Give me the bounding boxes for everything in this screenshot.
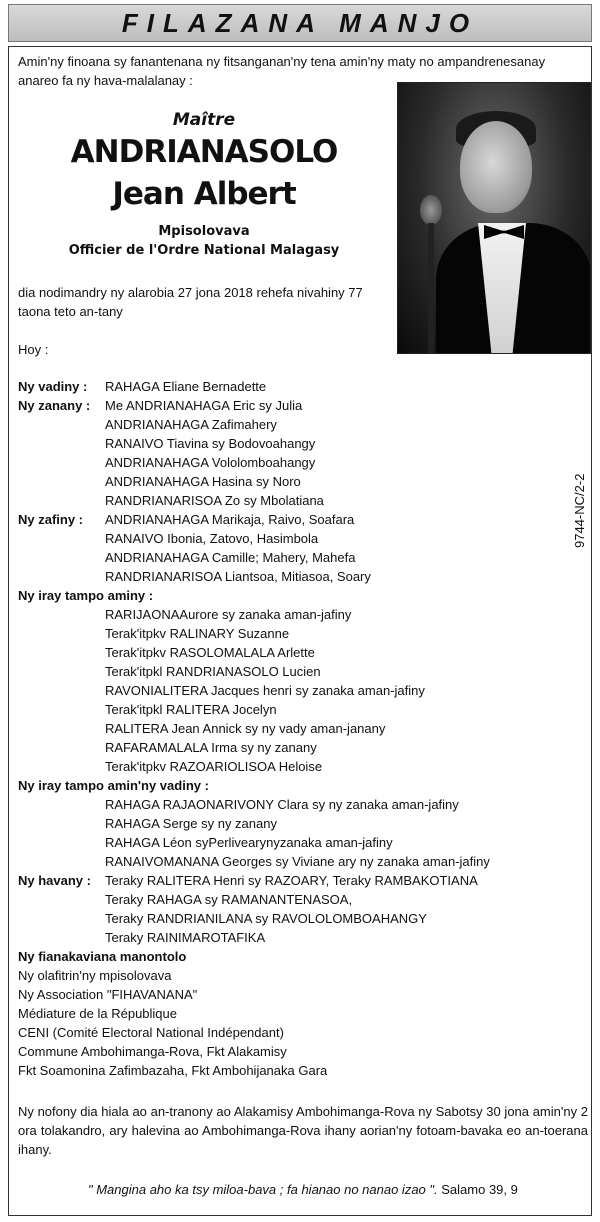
family-member-line: RAHAGA RAJAONARIVONY Clara sy ny zanaka aman-jafiny bbox=[105, 797, 459, 812]
death-notice: dia nodimandry ny alarobia 27 jona 2018 rehefa nivahiny 77 taona teto an-tany bbox=[18, 285, 363, 319]
family-member-line: Fkt Soamonina Zafimbazaha, Fkt Ambohijanaka Gara bbox=[18, 1063, 328, 1078]
deceased-given-names: Jean Albert bbox=[112, 176, 296, 212]
family-member-line: Commune Ambohimanga-Rova, Fkt Alakamisy bbox=[18, 1044, 287, 1059]
family-member-line: RAHAGA Serge sy ny zanany bbox=[105, 816, 277, 831]
family-member-line: ANDRIANAHAGA Zafimahery bbox=[105, 417, 277, 432]
family-member-line: Teraky RANDRIANILANA sy RAVOLOLOMBOAHANGY bbox=[105, 911, 427, 926]
family-member-line: CENI (Comité Electoral National Indépendant) bbox=[18, 1025, 284, 1040]
family-group-label-fianakaviana: Ny fianakaviana manontolo bbox=[18, 949, 187, 964]
family-member-line: Teraky RAINIMAROTAFIKA bbox=[105, 930, 266, 945]
reference-code: 9744-NC/2-2 bbox=[572, 473, 587, 548]
family-member-line: RALITERA Jean Annick sy ny vady aman-janany bbox=[105, 721, 386, 736]
family-group-label-zanany: Ny zanany : bbox=[18, 398, 91, 413]
family-member-line: Me ANDRIANAHAGA Eric sy Julia bbox=[105, 398, 303, 413]
family-member-line: RANAIVOMANANA Georges sy Viviane ary ny zanaka aman-jafiny bbox=[105, 854, 490, 869]
family-member-line: Terak'itpkv RALINARY Suzanne bbox=[105, 626, 290, 641]
family-group-label-vadiny: Ny vadiny : bbox=[18, 379, 88, 394]
family-member-line: RANAIVO Tiavina sy Bodovoahangy bbox=[105, 436, 316, 451]
family-member-line: RANAIVO Ibonia, Zatovo, Hasimbola bbox=[105, 531, 319, 546]
quote-reference: Salamo 39, 9 bbox=[441, 1182, 518, 1197]
family-member-line: Terak'itpkv RASOLOMALALA Arlette bbox=[105, 645, 315, 660]
hoy-label: Hoy : bbox=[18, 342, 49, 357]
family-member-line: ANDRIANAHAGA Hasina sy Noro bbox=[105, 474, 301, 489]
family-member-line: ANDRIANAHAGA Marikaja, Raivo, Soafara bbox=[105, 512, 355, 527]
family-member-line: RAVONIALITERA Jacques henri sy zanaka aman-jafiny bbox=[105, 683, 425, 698]
funeral-details: Ny nofony dia hiala ao an-tranony ao Alakamisy Ambohimanga-Rova ny Sabotsy 30 jona amin'ny 2 ora tolakandro, ary halevina ao Ambohimanga-Rova ihany aorian'ny fotoam-bavaka eo an-toerana ihany. bbox=[18, 1104, 588, 1157]
deceased-distinction: Officier de l'Ordre National Malagasy bbox=[68, 243, 340, 258]
family-member-line: RAHAGA Eliane Bernadette bbox=[105, 379, 267, 394]
family-member-line: Médiature de la République bbox=[18, 1006, 177, 1021]
head-shape bbox=[460, 121, 532, 213]
family-group-label-iray-tampo-aminy: Ny iray tampo aminy : bbox=[18, 588, 154, 603]
deceased-surname: ANDRIANASOLO bbox=[70, 134, 338, 170]
family-member-line: Ny Association "FIHAVANANA" bbox=[18, 987, 198, 1002]
quote-text: " Mangina aho ka tsy miloa-bava ; fa hianao no nanao izao ". bbox=[88, 1182, 438, 1197]
deceased-role: Mpisolovava bbox=[158, 224, 250, 239]
header-band bbox=[8, 4, 592, 42]
family-member-line: ANDRIANAHAGA Camille; Mahery, Mahefa bbox=[105, 550, 356, 565]
intro-text: Amin'ny finoana sy fanantenana ny fitsanganan'ny tena amin'ny maty no ampandrenesanay anareo fa ny hava-malalanay : bbox=[18, 54, 546, 88]
family-member-line: Teraky RALITERA Henri sy RAZOARY, Teraky RAMBAKOTIANA bbox=[105, 873, 478, 888]
family-member-line: RARIJAONAAurore sy zanaka aman-jafiny bbox=[105, 607, 352, 622]
family-member-line: Teraky RAHAGA sy RAMANANTENASOA, bbox=[105, 892, 353, 907]
mic-stand-shape bbox=[428, 223, 434, 354]
deceased-photo bbox=[397, 82, 591, 354]
microphone-shape bbox=[420, 195, 442, 225]
family-member-line: Terak'itpkl RANDRIANASOLO Lucien bbox=[105, 664, 321, 679]
family-member-line: RAFARAMALALA Irma sy ny zanany bbox=[105, 740, 317, 755]
family-member-line: RANDRIANARISOA Liantsoa, Mitiasoa, Soary bbox=[105, 569, 371, 584]
family-member-line: Terak'itpkl RALITERA Jocelyn bbox=[105, 702, 277, 717]
family-member-line: RANDRIANARISOA Zo sy Mbolatiana bbox=[105, 493, 324, 508]
family-member-line: ANDRIANAHAGA Vololomboahangy bbox=[105, 455, 316, 470]
family-group-label-iray-tampo-vadiny: Ny iray tampo amin'ny vadiny : bbox=[18, 778, 209, 793]
family-group-label-zafiny: Ny zafiny : bbox=[18, 512, 84, 527]
family-group-label-havany: Ny havany : bbox=[18, 873, 91, 888]
notice-title: FILAZANA MANJO bbox=[121, 7, 479, 38]
family-member-line: RAHAGA Léon syPerlivearynyzanaka aman-jafiny bbox=[105, 835, 393, 850]
family-member-line: Ny olafitrin'ny mpisolovava bbox=[18, 968, 172, 983]
closing-quote bbox=[88, 1180, 518, 1199]
honorific: Maître bbox=[172, 110, 236, 130]
family-member-line: Terak'itpkv RAZOARIOLISOA Heloise bbox=[105, 759, 323, 774]
